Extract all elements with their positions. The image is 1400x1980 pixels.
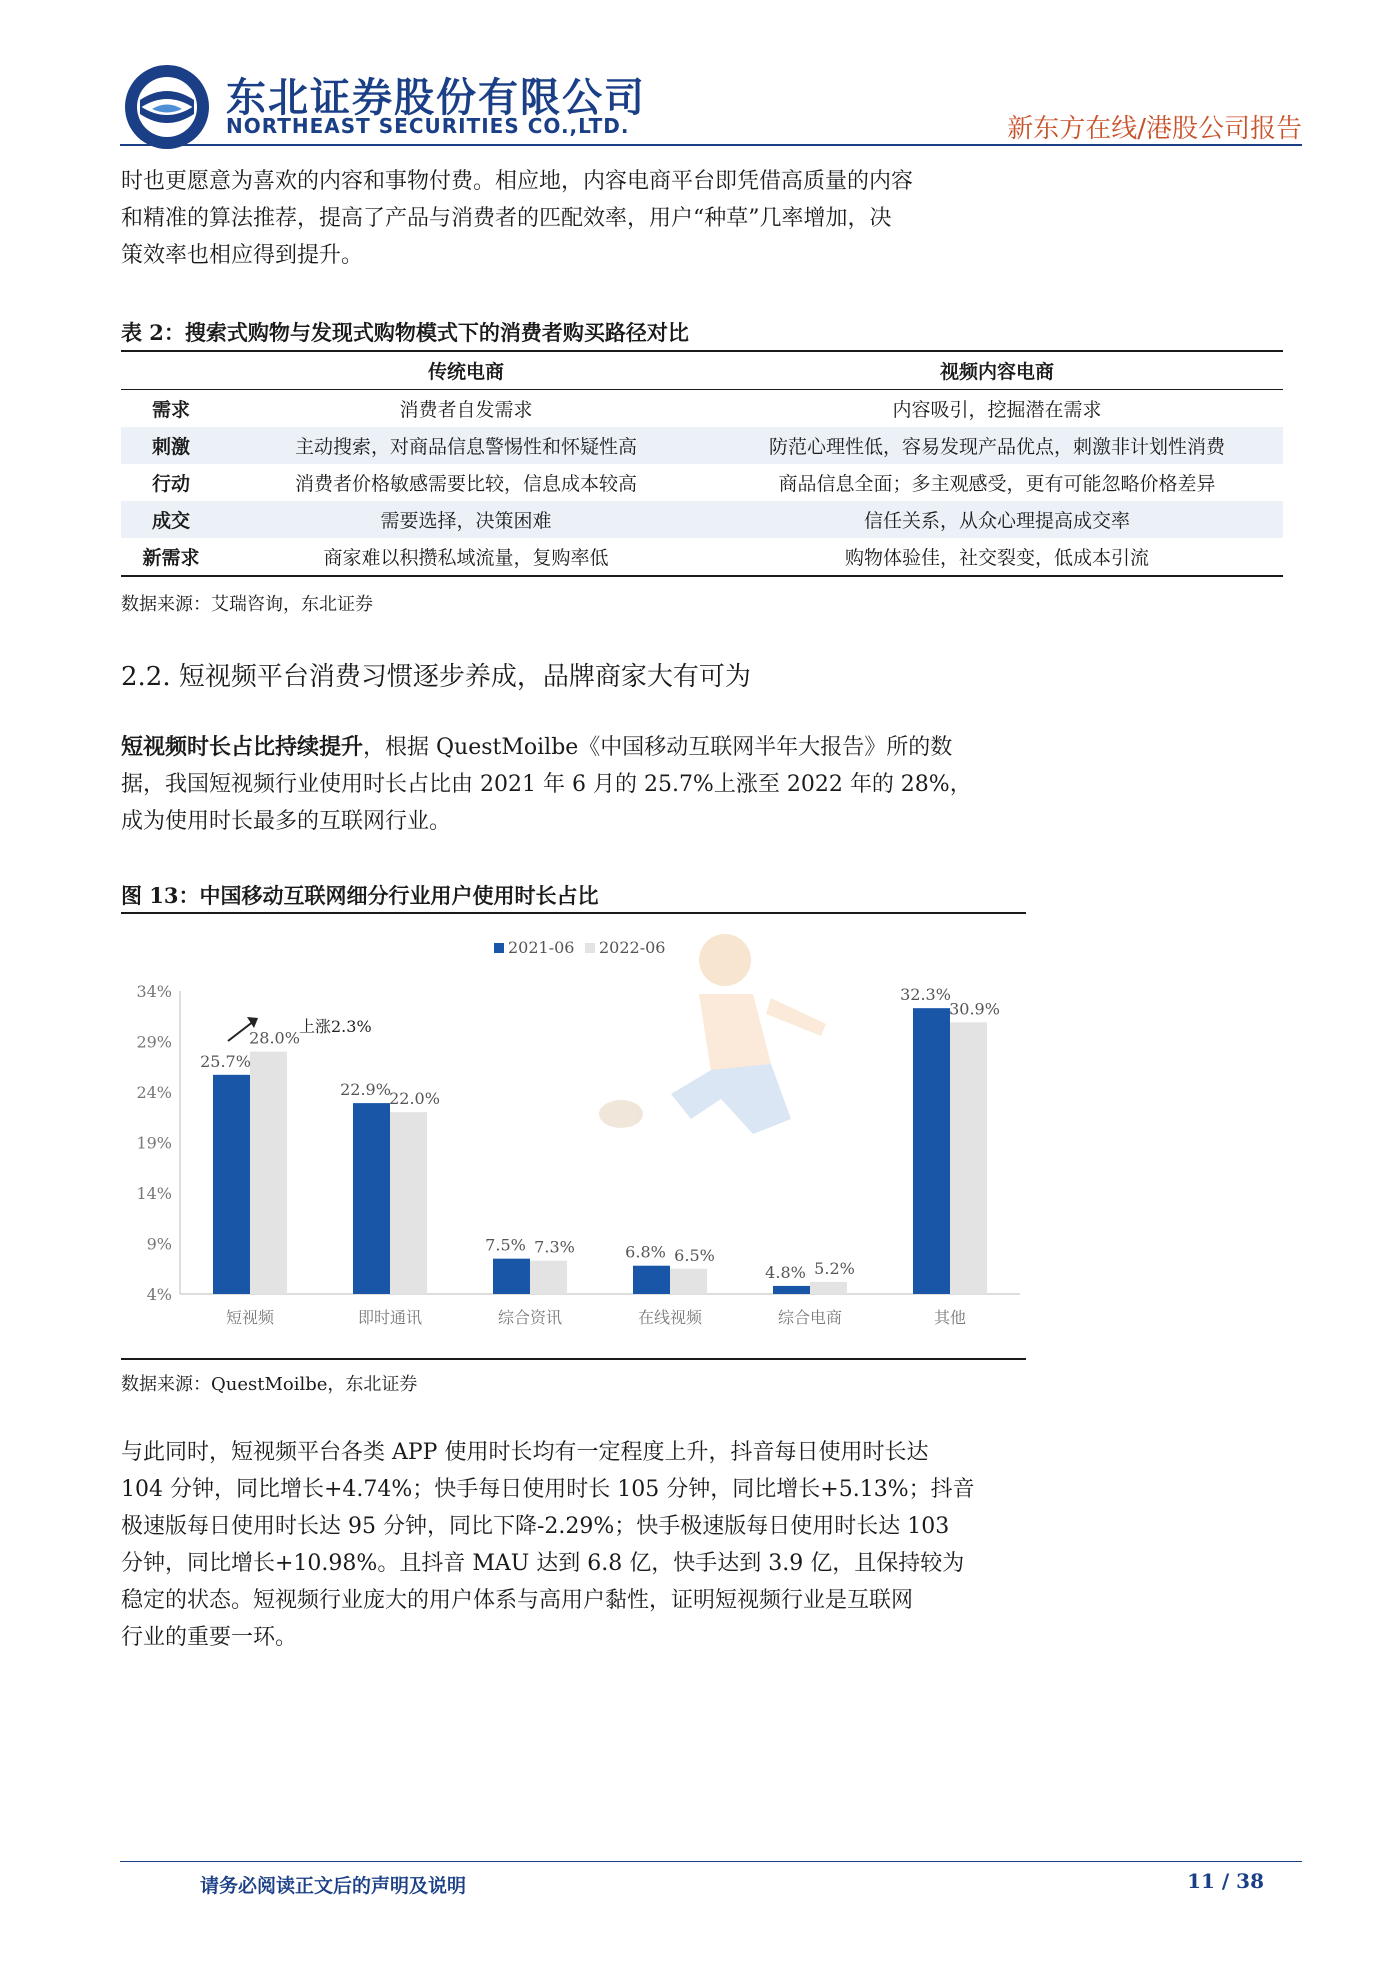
- legend-swatch-2021: [494, 943, 504, 953]
- row-header: 新需求: [142, 547, 200, 569]
- table-row: [121, 501, 1283, 538]
- table-cell: 购物体验佳，社交裂变，低成本引流: [844, 547, 1149, 569]
- bar-value-label: 25.7%: [200, 1051, 251, 1071]
- y-tick-label: 34%: [136, 982, 172, 1001]
- y-tick-label: 4%: [146, 1285, 172, 1304]
- bar-value-label: 4.8%: [765, 1262, 806, 1282]
- intro-paragraph: [121, 163, 913, 274]
- table-cell: 消费者价格敏感需要比较，信息成本较高: [294, 473, 637, 495]
- legend-swatch-2022: [585, 943, 595, 953]
- bar-2022-06: [670, 1269, 707, 1294]
- row-header: 成交: [151, 510, 190, 532]
- chart-legend: [494, 938, 665, 957]
- y-tick-label: 19%: [136, 1133, 172, 1153]
- company-name-cn: 东北证券股份有限公司: [226, 75, 646, 121]
- section-title: 2.2. 短视频平台消费习惯逐步养成，品牌商家大有可为: [121, 662, 751, 692]
- text-line: 行业的重要一环。: [121, 1625, 298, 1650]
- bar-2021-06: [913, 1008, 950, 1294]
- table-cell: 主动搜索，对商品信息警惕性和怀疑性高: [294, 436, 637, 458]
- x-tick-label: 综合电商: [777, 1308, 843, 1327]
- bar-2022-06: [950, 1022, 987, 1294]
- table-row: [121, 464, 1283, 501]
- x-tick-label: 其他: [933, 1308, 967, 1327]
- runner-watermark: [599, 934, 826, 1134]
- table-cell: 消费者自发需求: [399, 399, 533, 421]
- text-line: 稳定的状态。短视频行业庞大的用户体系与高用户黏性，证明短视频行业是互联网: [121, 1588, 914, 1613]
- text-span: ，根据 QuestMoilbe《中国移动互联网半年大报告》所的数: [363, 735, 953, 760]
- text-line: 时也更愿意为喜欢的内容和事物付费。相应地，内容电商平台即凭借高质量的内容: [121, 169, 914, 194]
- bar-value-label: 6.8%: [625, 1242, 666, 1262]
- text-line: 成为使用时长最多的互联网行业。: [121, 809, 452, 834]
- table-row: [121, 538, 1283, 576]
- figure-source: 数据来源：QuestMoilbe，东北证券: [121, 1374, 418, 1395]
- bar-2022-06: [250, 1052, 287, 1294]
- bar-value-label: 28.0%: [249, 1028, 300, 1048]
- bar-value-label: 22.0%: [389, 1089, 440, 1109]
- y-tick-label: 24%: [136, 1083, 172, 1102]
- x-tick-label: 在线视频: [637, 1308, 703, 1327]
- text-line: 据，我国短视频行业使用时长占比由 2021 年 6 月的 25.7%上涨至 2022 年的 28%，: [121, 772, 972, 797]
- bar-2021-06: [633, 1266, 670, 1294]
- footer-divider: [120, 1861, 1302, 1862]
- figure-bottom-rule: [121, 1358, 1026, 1360]
- bar-2021-06: [353, 1103, 390, 1294]
- row-header: 行动: [151, 473, 190, 495]
- table-cell: 需要选择，决策困难: [380, 510, 552, 532]
- bar-2022-06: [810, 1282, 847, 1294]
- text-line: 与此同时，短视频平台各类 APP 使用时长均有一定程度上升，抖音每日使用时长达: [121, 1440, 929, 1465]
- text-line: [121, 729, 972, 766]
- table-cell: 防范心理性低，容易发现产品优点，刺激非计划性消费: [768, 436, 1225, 458]
- text-line: 策效率也相应得到提升。: [121, 243, 364, 268]
- table-header-cell: 视频内容电商: [939, 361, 1054, 383]
- table-source: 数据来源：艾瑞咨询，东北证券: [121, 594, 373, 615]
- footer-disclaimer: 请务必阅读正文后的声明及说明: [200, 1875, 467, 1897]
- row-header: 需求: [151, 399, 190, 421]
- header-divider: [120, 144, 1302, 146]
- legend-label-2021: 2021-06: [508, 938, 575, 957]
- bar-2021-06: [773, 1286, 810, 1294]
- bar-2021-06: [493, 1259, 530, 1294]
- annotation-text: 上涨2.3%: [299, 1017, 372, 1036]
- bar-value-label: 7.3%: [534, 1237, 575, 1257]
- table-cell: 商家难以积攒私域流量，复购率低: [323, 547, 609, 569]
- table-cell: 内容吸引，挖掘潜在需求: [892, 399, 1102, 421]
- bar-value-label: 7.5%: [485, 1235, 526, 1255]
- company-name-en: NORTHEAST SECURITIES CO.,LTD.: [226, 114, 630, 138]
- legend-label-2022: 2022-06: [599, 938, 666, 957]
- bar-value-label: 5.2%: [814, 1258, 855, 1278]
- text-line: 极速版每日使用时长达 95 分钟，同比下降-2.29%；快手极速版每日使用时长达 103: [121, 1514, 950, 1539]
- bar-value-label: 6.5%: [674, 1245, 715, 1265]
- bar-value-label: 22.9%: [340, 1080, 391, 1100]
- bar-2022-06: [390, 1112, 427, 1294]
- x-tick-label: 综合资讯: [497, 1308, 563, 1327]
- text-line: 104 分钟，同比增长+4.74%；快手每日使用时长 105 分钟，同比增长+5.13%；抖音: [121, 1477, 975, 1502]
- northeast-securities-logo: [122, 62, 212, 152]
- table-cell: 商品信息全面；多主观感受，更有可能忽略价格差异: [778, 473, 1216, 495]
- figure-title: 图 13：中国移动互联网细分行业用户使用时长占比: [121, 883, 599, 908]
- bold-lead: 短视频时长占比持续提升: [121, 734, 364, 760]
- bar-2021-06: [213, 1075, 250, 1294]
- table-row: [121, 427, 1283, 464]
- table-row: [121, 390, 1283, 428]
- comparison-table: [121, 350, 1283, 577]
- y-tick-label: 14%: [136, 1184, 172, 1203]
- row-header: 刺激: [151, 436, 190, 458]
- y-tick-label: 29%: [136, 1032, 172, 1052]
- x-tick-label: 短视频: [225, 1308, 275, 1327]
- table-header-cell: [121, 351, 221, 390]
- table-header-cell: 传统电商: [427, 361, 504, 383]
- table-title: 表 2：搜索式购物与发现式购物模式下的消费者购买路径对比: [121, 320, 689, 345]
- x-tick-label: 即时通讯: [357, 1308, 423, 1327]
- paragraph-usage-share: [121, 729, 972, 840]
- report-tag: 新东方在线/港股公司报告: [1007, 114, 1302, 144]
- bar-2022-06: [530, 1261, 567, 1294]
- bar-value-label: 32.3%: [900, 985, 951, 1005]
- table-cell: 信任关系，从众心理提高成交率: [863, 510, 1130, 532]
- page-number: 11 / 38: [1187, 1869, 1264, 1893]
- paragraph-app-usage: [121, 1434, 975, 1656]
- usage-share-chart: [121, 914, 1026, 1356]
- text-line: 分钟，同比增长+10.98%。且抖音 MAU 达到 6.8 亿，快手达到 3.9 亿，且保持较为: [121, 1551, 965, 1576]
- bar-value-label: 30.9%: [949, 999, 1000, 1019]
- y-tick-label: 9%: [146, 1234, 172, 1254]
- chart-bars: [213, 1008, 987, 1294]
- table-header-row: [121, 351, 1283, 390]
- text-line: 和精准的算法推荐，提高了产品与消费者的匹配效率，用户“种草”几率增加，决: [121, 206, 892, 231]
